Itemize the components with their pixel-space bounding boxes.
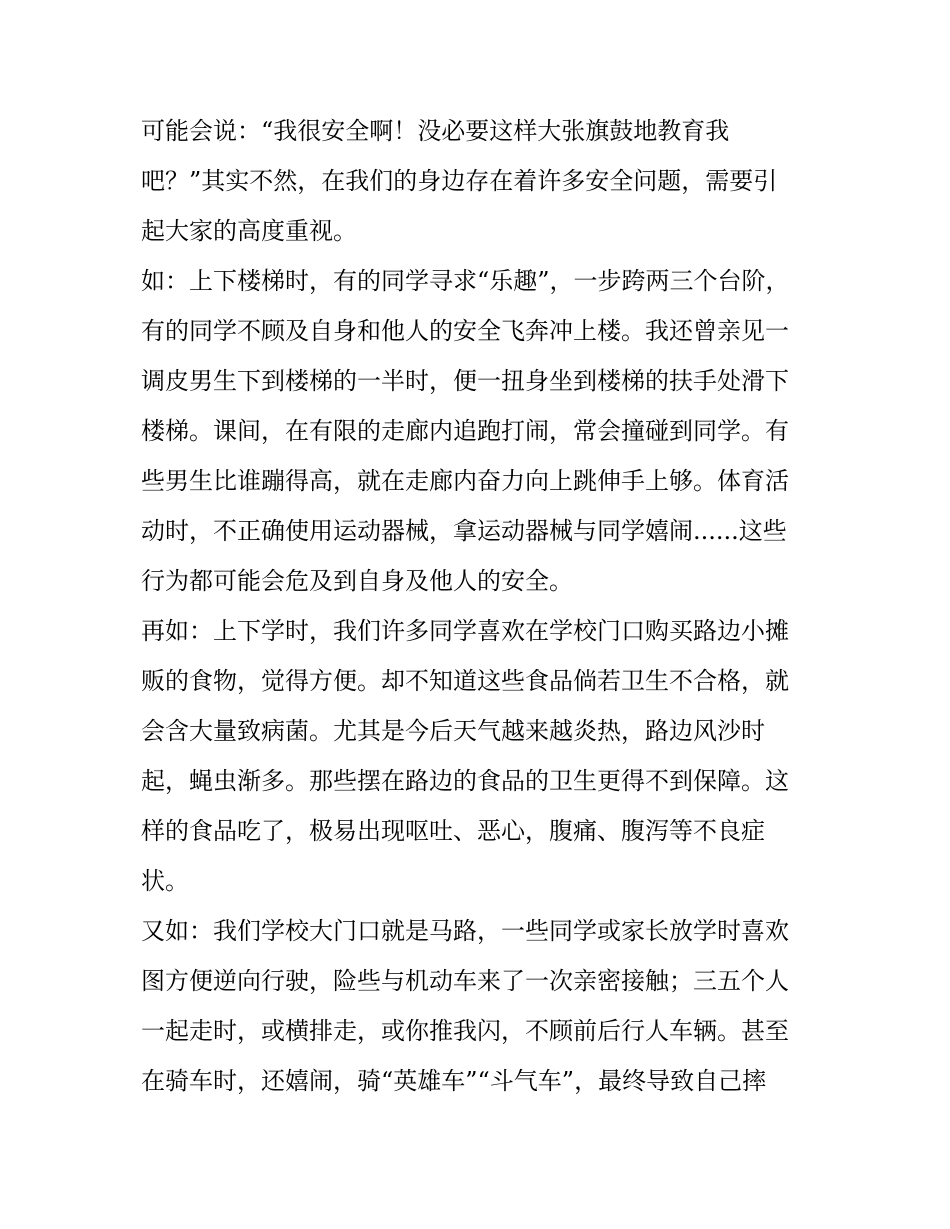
text-line: 一起走时，或横排走，或你推我闪，不顾前后行人车辆。甚至 bbox=[141, 1017, 789, 1045]
text-line: 吧？”其实不然，在我们的身边存在着许多安全问题，需要引 bbox=[141, 167, 778, 195]
text-line: 贩的食物，觉得方便。却不知道这些食品倘若卫生不合格，就 bbox=[141, 667, 789, 695]
text-line: 在骑车时，还嬉闹，骑“英雄车”“斗气车”，最终导致自己摔 bbox=[141, 1067, 767, 1095]
text-line: 起，蝇虫渐多。那些摆在路边的食品的卫生更得不到保障。这 bbox=[141, 767, 789, 795]
text-line: 又如：我们学校大门口就是马路，一些同学或家长放学时喜欢 bbox=[141, 917, 789, 945]
text-line: 些男生比谁蹦得高，就在走廊内奋力向上跳伸手上够。体育活 bbox=[141, 467, 789, 495]
text-line: 状。 bbox=[141, 867, 189, 895]
text-line: 有的同学不顾及自身和他人的安全飞奔冲上楼。我还曾亲见一 bbox=[141, 317, 789, 345]
text-line: 图方便逆向行驶，险些与机动车来了一次亲密接触；三五个人 bbox=[141, 967, 789, 995]
text-line: 如：上下楼梯时，有的同学寻求“乐趣”，一步跨两三个台阶， bbox=[141, 267, 790, 295]
text-line: 再如：上下学时，我们许多同学喜欢在学校门口购买路边小摊 bbox=[141, 617, 789, 645]
text-line: 可能会说：“我很安全啊！没必要这样大张旗鼓地教育我 bbox=[141, 117, 730, 145]
document-body bbox=[141, 106, 821, 1106]
text-line: 会含大量致病菌。尤其是今后天气越来越炎热，路边风沙时 bbox=[141, 717, 765, 745]
text-line: 楼梯。课间，在有限的走廊内追跑打闹，常会撞碰到同学。有 bbox=[141, 417, 789, 445]
text-line: 行为都可能会危及到自身及他人的安全。 bbox=[141, 567, 573, 595]
text-line: 样的食品吃了，极易出现呕吐、恶心，腹痛、腹泻等不良症 bbox=[141, 817, 765, 845]
text-line: 起大家的高度重视。 bbox=[141, 217, 357, 245]
text-line: 调皮男生下到楼梯的一半时，便一扭身坐到楼梯的扶手处滑下 bbox=[141, 367, 789, 395]
text-line: 动时，不正确使用运动器械，拿运动器械与同学嬉闹......这些 bbox=[141, 517, 787, 545]
